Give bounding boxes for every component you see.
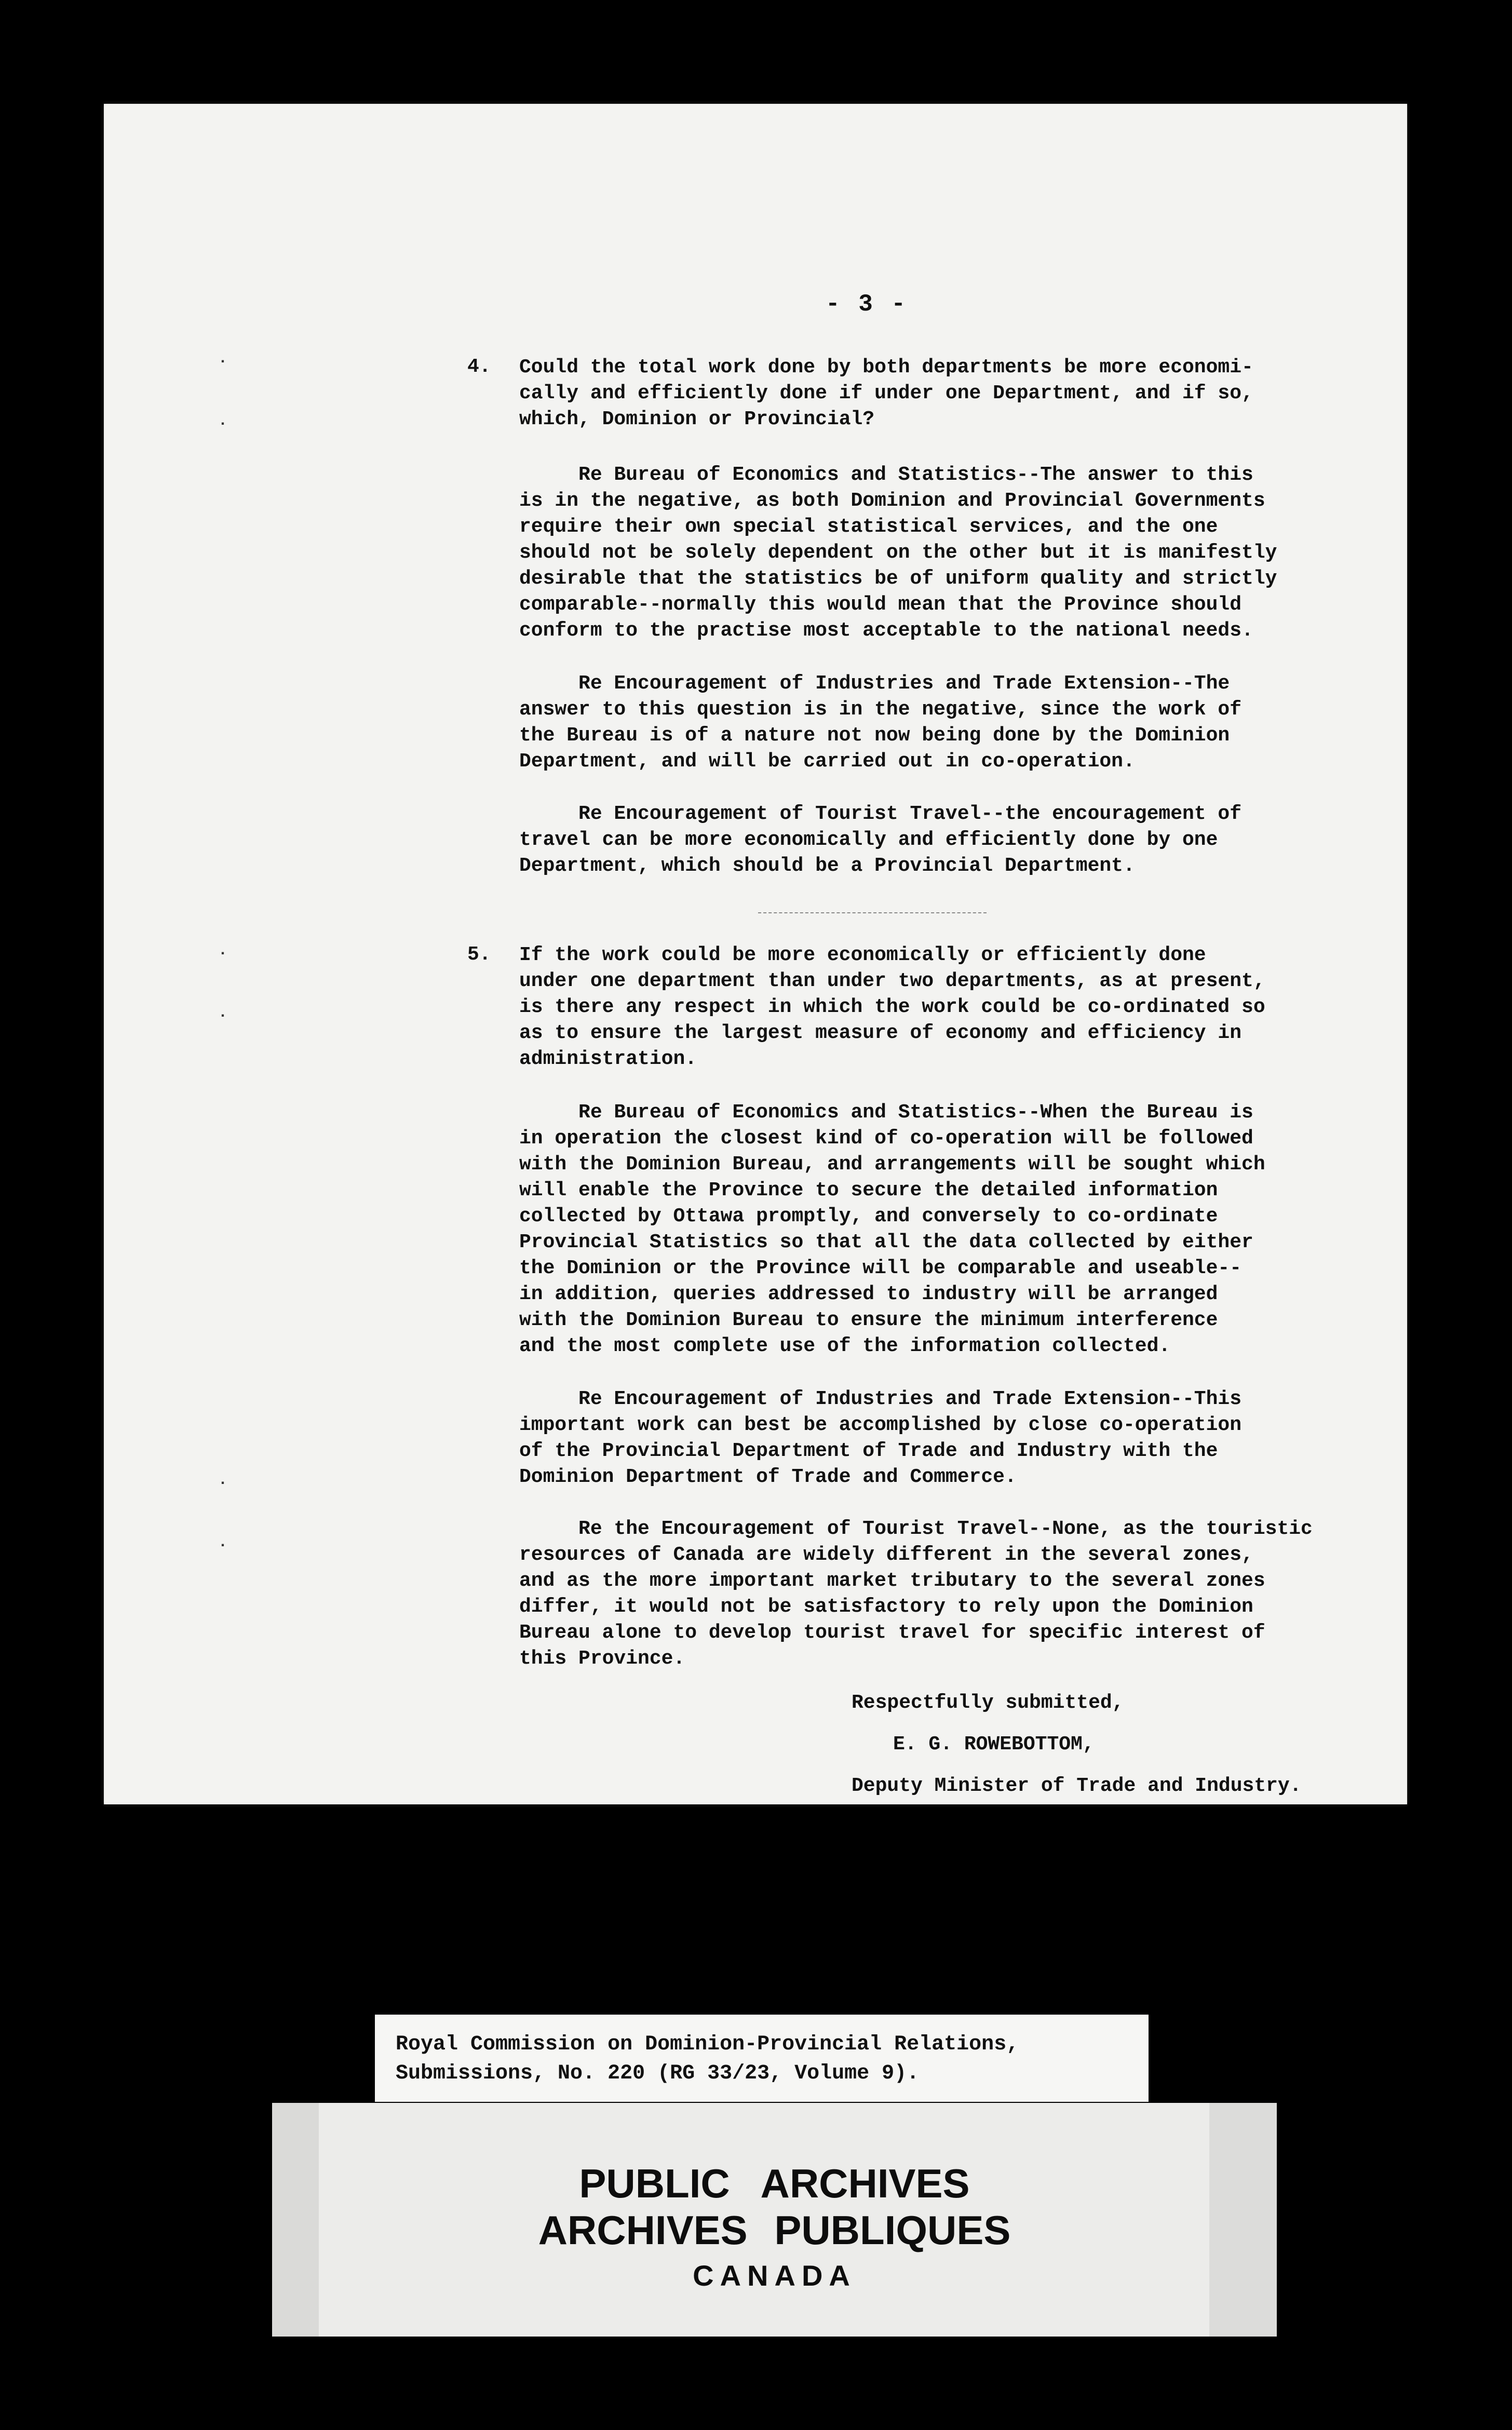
public-archives-stamp bbox=[272, 2103, 1277, 2337]
closing-line: Respectfully submitted, bbox=[852, 1692, 1124, 1714]
question-5-answer-tourist: Re the Encouragement of Tourist Travel--None, as the touristic resources of Canada are widely different in the several zones, and as the more important market tributary to the several zones differ, it would not be satisfactory to rely upon the Dominion Bureau alone to develop tourist travel for specific interest of this Province. bbox=[519, 1518, 1313, 1670]
question-5-answer-statistics: Re Bureau of Economics and Statistics--When the Bureau is in operation the closest kind of co-operation will be followed with the Dominion Bureau, and arrangements will be sought which will enable the Province to secure the detailed information collected by Ottawa promptly, and conversely to co-ordinate Provincial Statistics so that all the data collected by either the Dominion or the Province will be comparable and useable-- in addition, queries addressed to industry will be arranged with the Dominion Bureau to ensure the minimum interference and the most complete use of the information collected. bbox=[519, 1101, 1265, 1357]
question-5-answer-industries: Re Encouragement of Industries and Trade Extension--This important work can best be accomplished by close co-operation of the Provincial Department of Trade and Industry with the Dominion Department of Trade and Commerce. bbox=[519, 1388, 1242, 1488]
margin-mark: · bbox=[218, 1537, 228, 1555]
question-5-text: If the work could be more economically or efficiently done under one department than under two departments, as at present, is there any respect in which the work could be co-ordinated so as to ensure the largest measure of economy and efficiency in administration. bbox=[519, 944, 1265, 1070]
signatory-title: Deputy Minister of Trade and Industry. bbox=[852, 1775, 1302, 1797]
signatory-name: E. G. ROWEBOTTOM, bbox=[893, 1733, 1095, 1756]
archive-reference-line-2: Submissions, No. 220 (RG 33/23, Volume 9). bbox=[396, 2062, 920, 2085]
document-page bbox=[104, 104, 1407, 1804]
margin-mark: · bbox=[218, 1475, 228, 1492]
question-4-answer-tourist: Re Encouragement of Tourist Travel--the encouragement of travel can be more economically and efficiently done by one Department, which should be a Provincial Department. bbox=[519, 803, 1242, 877]
question-5-number: 5. bbox=[467, 943, 491, 966]
page-number: - 3 - bbox=[826, 291, 908, 318]
stamp-line-english: PUBLIC ARCHIVES bbox=[579, 2161, 970, 2206]
question-4-number: 4. bbox=[467, 356, 491, 378]
archive-reference-line-1: Royal Commission on Dominion-Provincial Relations, bbox=[396, 2033, 1019, 2056]
question-4-answer-statistics: Re Bureau of Economics and Statistics--The answer to this is in the negative, as both Dominion and Provincial Governments require their own special statistical services, and the one should not be solely dependent on the other but it is manifestly desirable that the statistics be of uniform quality and strictly comparable--normally this would mean that the Province should conform to the practise most acceptable to the national needs. bbox=[519, 464, 1277, 642]
stamp-line-french: ARCHIVES PUBLIQUES bbox=[538, 2207, 1011, 2253]
margin-mark: · bbox=[218, 415, 228, 433]
question-4-text: Could the total work done by both departments be more economi- cally and efficiently done if under one Department, and if so, which, Dominion or Provincial? bbox=[519, 356, 1253, 430]
question-4-answer-industries: Re Encouragement of Industries and Trade Extension--The answer to this question is in the negative, since the work of the Bureau is of a nature not now being done by the Dominion Department, and will be carried out in co-operation. bbox=[519, 672, 1242, 773]
margin-mark: · bbox=[218, 1007, 228, 1025]
margin-mark: · bbox=[218, 353, 228, 371]
stamp-line-country: CANADA bbox=[693, 2259, 856, 2292]
margin-mark: · bbox=[218, 945, 228, 963]
section-separator bbox=[758, 912, 987, 913]
archive-reference-label bbox=[375, 2015, 1149, 2102]
